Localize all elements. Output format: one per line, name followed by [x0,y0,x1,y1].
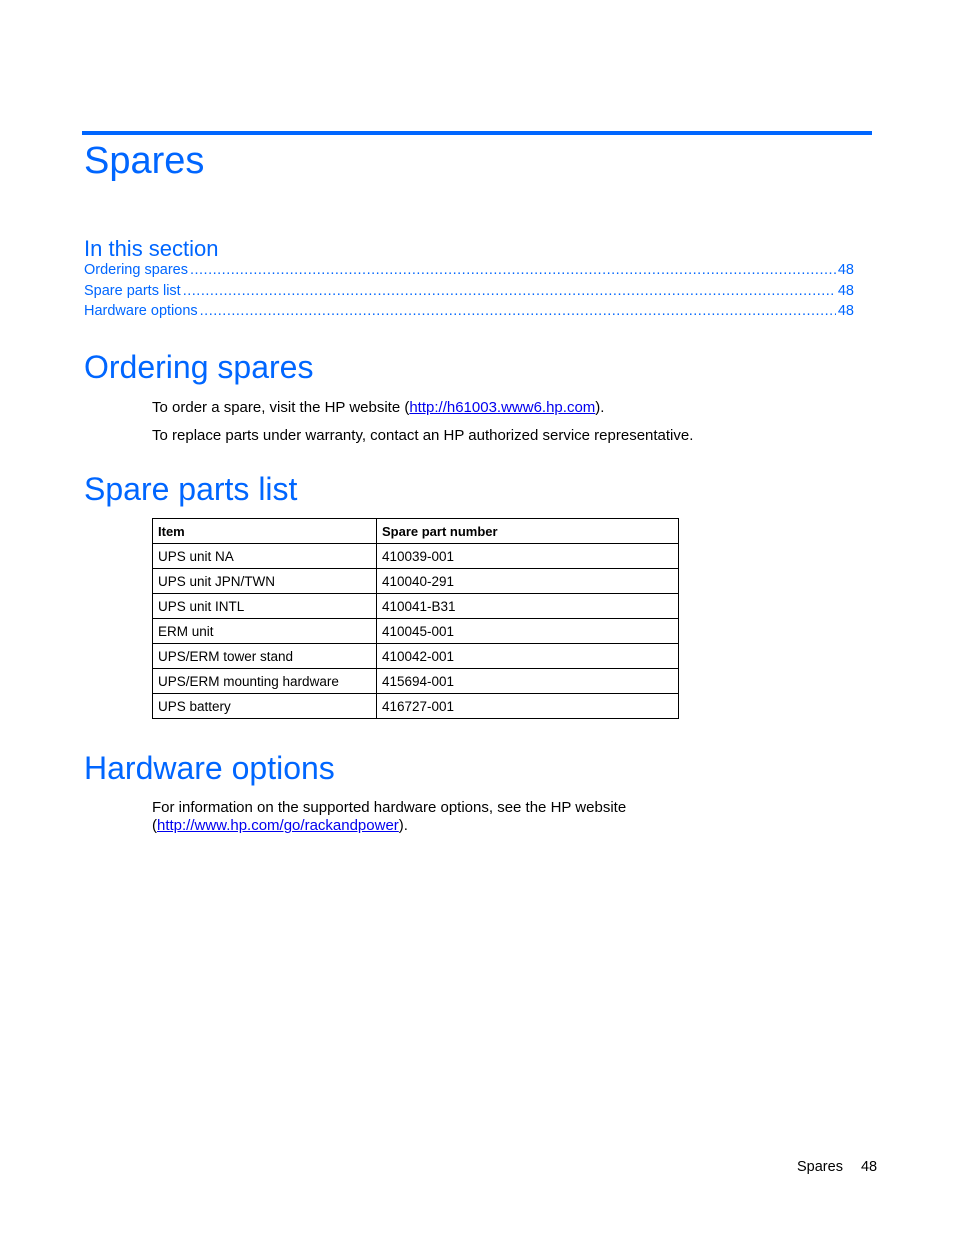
part-number-cell: 410041-B31 [377,594,679,619]
toc-leader [190,262,836,278]
table-row [153,594,679,619]
hardware-text-after: ). [398,817,408,834]
footer-page-number: 48 [860,1159,878,1175]
hp-rackandpower-link[interactable]: http://www.hp.com/go/rackandpower [157,817,399,834]
toc-item-label: Hardware options [84,303,198,319]
toc-item-ordering-spares[interactable] [84,262,854,283]
spare-parts-table [152,518,679,719]
ordering-paragraph-2: To replace parts under warranty, contact an HP authorized service representative. [152,427,694,444]
ordering-paragraph-1 [152,399,604,417]
table-row [153,644,679,669]
ordering-spares-heading: Ordering spares [84,349,314,385]
column-header-part-number: Spare part number [377,519,679,544]
table-of-contents [84,262,854,324]
toc-item-page: 48 [837,282,854,299]
item-cell: UPS unit JPN/TWN [153,569,377,594]
item-cell: ERM unit [153,619,377,644]
toc-item-label: Spare parts list [84,282,181,299]
hardware-paragraph [152,799,626,835]
table-row [153,569,679,594]
item-cell: UPS/ERM tower stand [153,644,377,669]
toc-item-page: 48 [837,303,854,319]
column-header-item: Item [153,519,377,544]
part-number-cell: 410040-291 [377,569,679,594]
ordering-text-after: ). [595,399,605,416]
hardware-text-before: ( [152,817,157,834]
hardware-options-heading: Hardware options [84,750,335,786]
table-header-row [153,519,679,544]
part-number-cell: 410039-001 [377,544,679,569]
toc-leader [200,303,836,319]
spare-parts-list-heading: Spare parts list [84,471,298,507]
part-number-cell: 410042-001 [377,644,679,669]
page-title: Spares [84,140,205,182]
item-cell: UPS unit NA [153,544,377,569]
toc-item-hardware-options[interactable] [84,303,854,324]
item-cell: UPS battery [153,694,377,719]
item-cell: UPS unit INTL [153,594,377,619]
part-number-cell: 410045-001 [377,619,679,644]
toc-heading: In this section [84,236,219,261]
title-rule [82,131,872,135]
toc-leader [183,283,836,299]
table-row [153,619,679,644]
toc-item-spare-parts-list[interactable] [84,283,854,304]
hp-spares-link[interactable]: http://h61003.www6.hp.com [409,399,596,416]
part-number-cell: 416727-001 [377,694,679,719]
part-number-cell: 415694-001 [377,669,679,694]
ordering-text-before: To order a spare, visit the HP website ( [152,399,410,416]
table-row [153,669,679,694]
table-row [153,544,679,569]
hardware-text-line-1: For information on the supported hardware options, see the HP website [152,799,627,816]
page-footer [797,1159,877,1175]
toc-item-page: 48 [837,262,854,278]
footer-section-name: Spares [797,1159,843,1175]
toc-item-label: Ordering spares [84,262,188,278]
item-cell: UPS/ERM mounting hardware [153,669,377,694]
table-row [153,694,679,719]
